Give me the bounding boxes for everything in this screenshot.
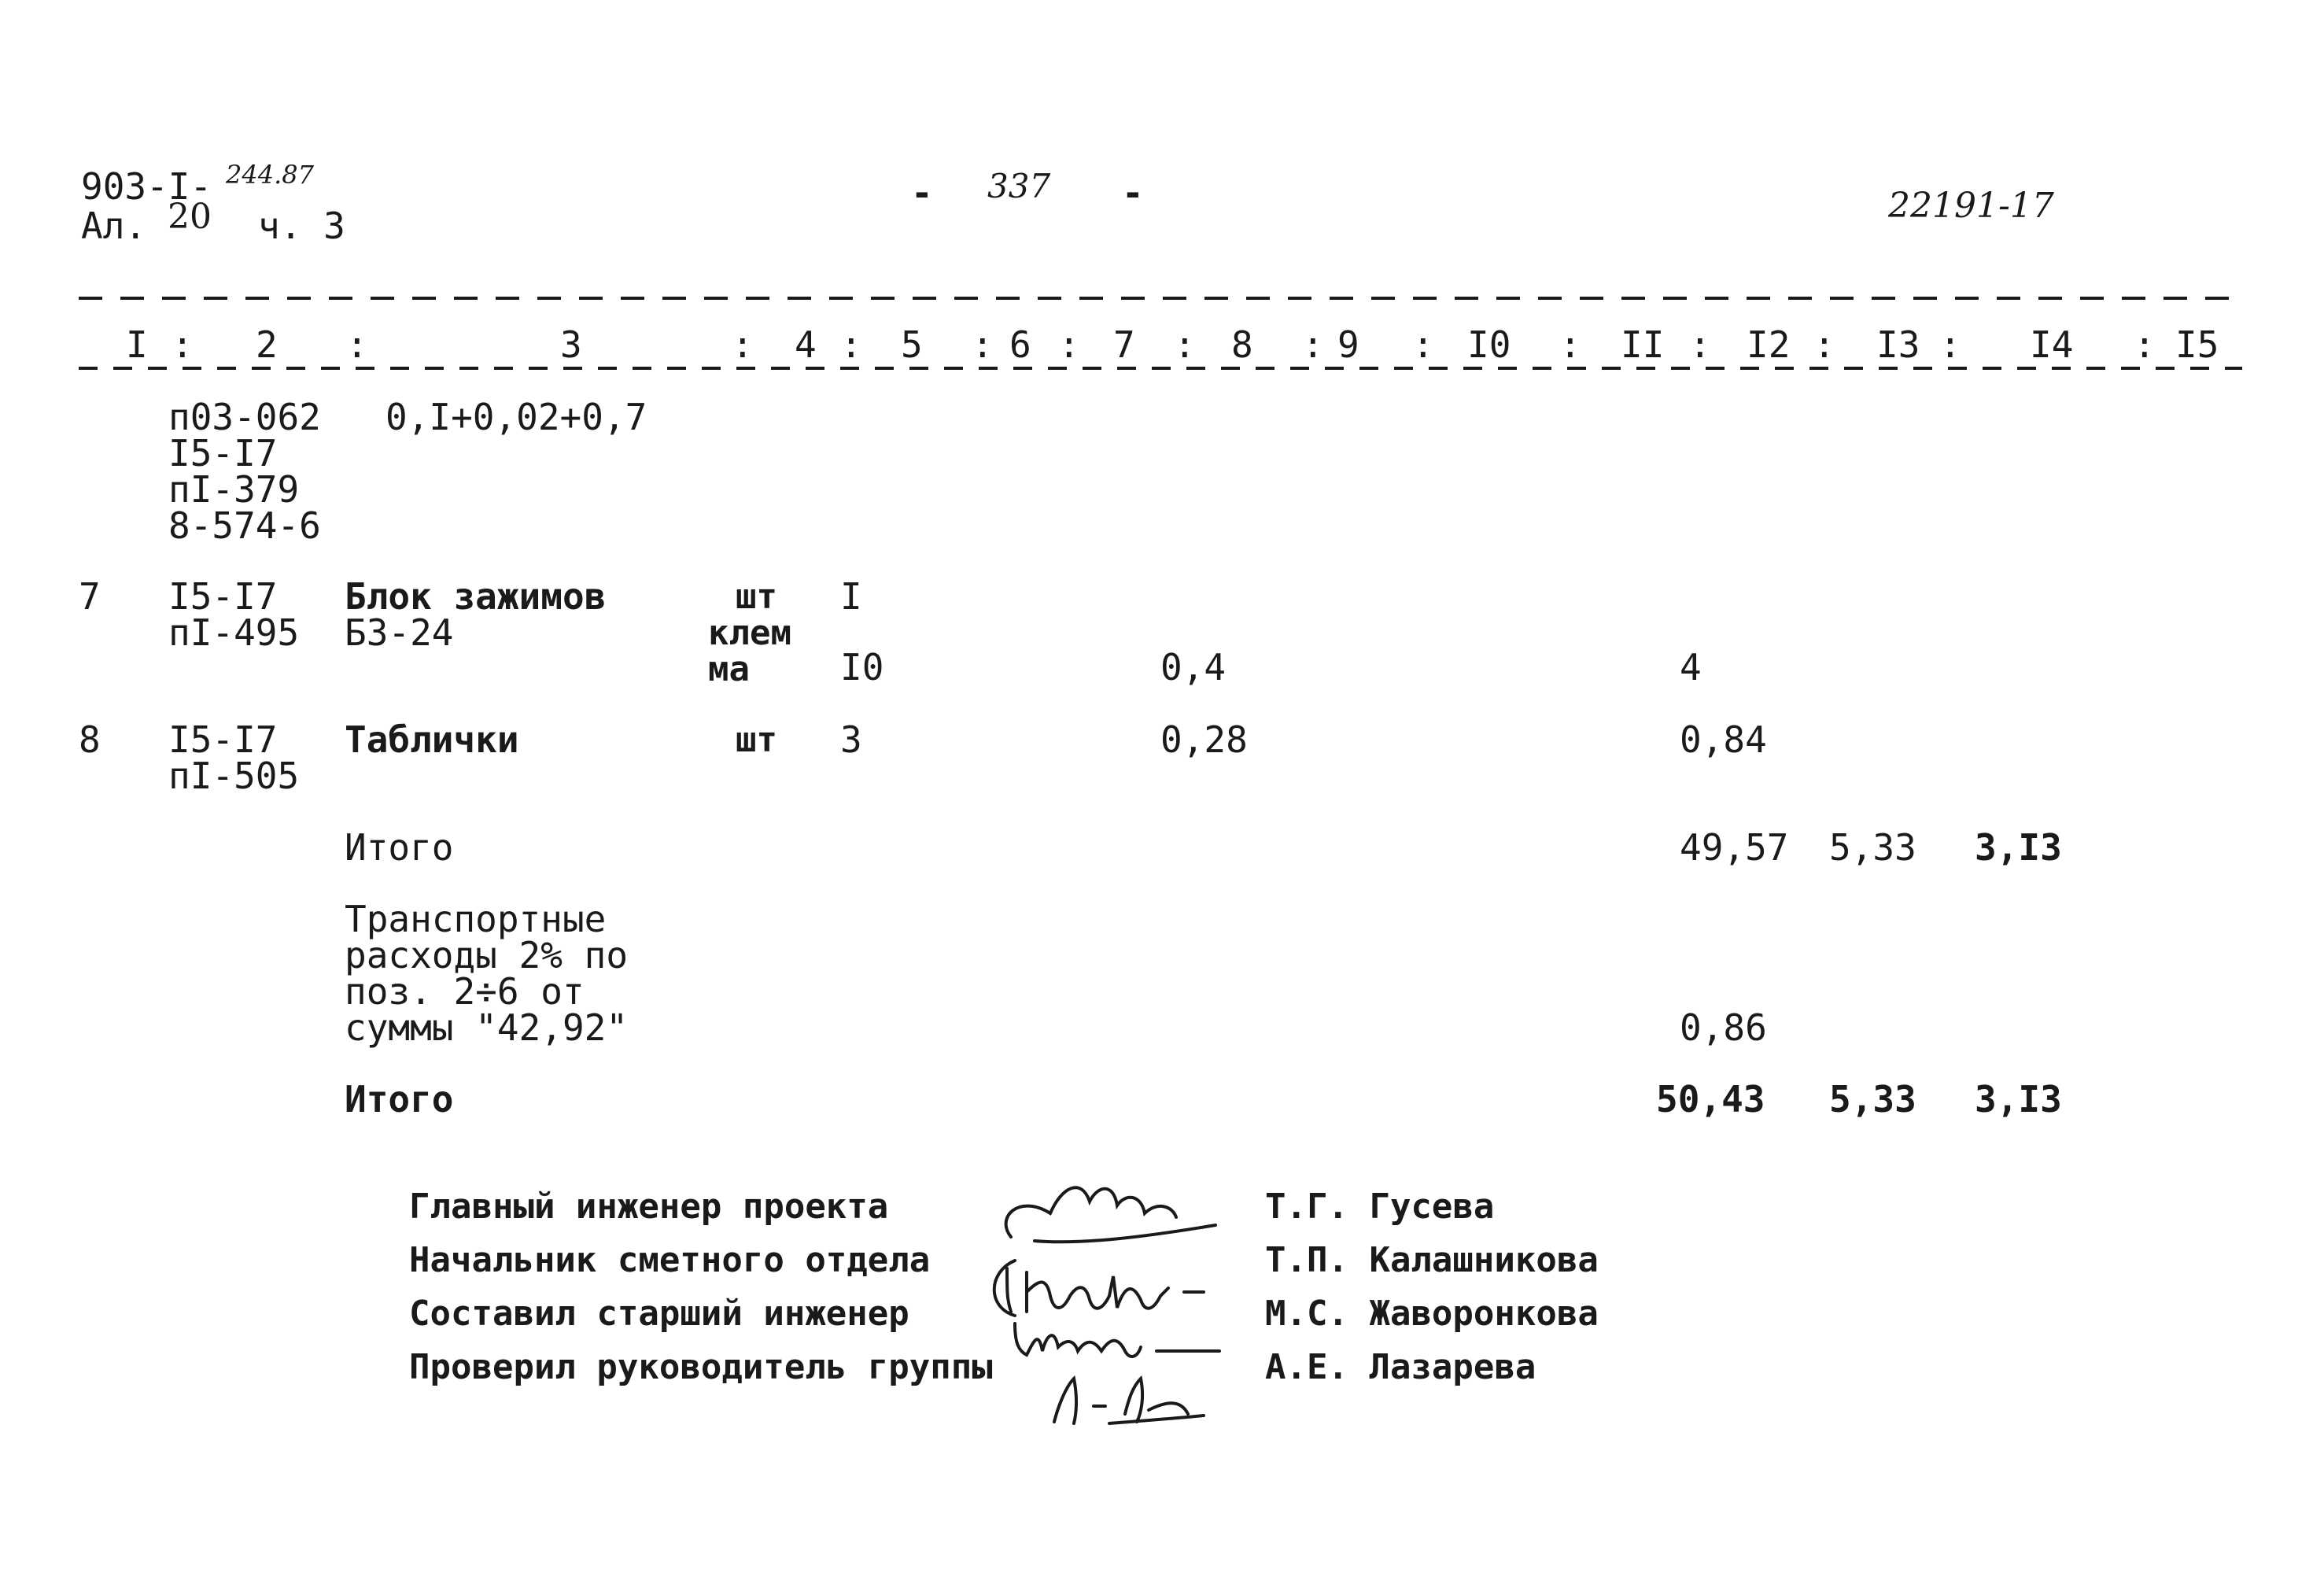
- subtotal-col-13: 3,I3: [1975, 1078, 2062, 1120]
- row-number: 7: [79, 575, 101, 618]
- col-header-9: 9: [1337, 323, 1359, 366]
- col-header-13: I3: [1876, 323, 1920, 366]
- album-number: 20: [168, 197, 212, 237]
- transport-text: поз. 2÷6 от: [345, 970, 585, 1013]
- col-header-5: 5: [901, 323, 923, 366]
- unit: клем: [708, 613, 791, 653]
- unit: ма: [708, 649, 750, 689]
- col-separator: :: [1689, 323, 1711, 366]
- col-separator: :: [1813, 323, 1835, 366]
- doc-code: 903-I-: [81, 165, 212, 208]
- item-name: БЗ-24: [345, 611, 454, 654]
- item-name: Таблички: [345, 718, 519, 761]
- signatory-name: Т.П. Калашникова: [1265, 1240, 1599, 1280]
- signatory-role: Начальник сметного отдела: [409, 1240, 931, 1280]
- signatory-role: Составил старший инженер: [409, 1294, 909, 1334]
- doc-code-handwritten: 244.87: [226, 160, 314, 190]
- col-separator: :: [840, 323, 862, 366]
- ref-line: пI-495: [168, 611, 300, 654]
- col-separator: :: [1939, 323, 1961, 366]
- handwritten-signature: [1031, 1342, 1219, 1455]
- subtotal-label: Итого: [345, 826, 454, 869]
- page-dash-right: -: [1122, 172, 1144, 214]
- col-separator: :: [1559, 323, 1581, 366]
- ref-line: пI-379: [168, 468, 300, 511]
- unit-price: 0,28: [1160, 718, 1248, 761]
- transport-text: суммы "42,92": [345, 1006, 629, 1049]
- col-separator: :: [1058, 323, 1080, 366]
- col-separator: :: [972, 323, 994, 366]
- col-header-12: I2: [1747, 323, 1791, 366]
- signatory-role: Проверил руководитель группы: [409, 1347, 993, 1387]
- total: 4: [1680, 646, 1702, 688]
- subtotal-col-12: 5,33: [1829, 1078, 1916, 1120]
- col-header-15: I5: [2175, 323, 2219, 366]
- total: 0,84: [1680, 718, 1767, 761]
- transport-text: Транспортные: [345, 898, 607, 940]
- inventory-number: 22191-17: [1888, 186, 2054, 226]
- album-label: Ал.: [81, 205, 147, 247]
- unit-price: 0,4: [1160, 646, 1227, 688]
- col-separator: :: [732, 323, 754, 366]
- page-number: 337: [987, 167, 1051, 205]
- col-header-6: 6: [1009, 323, 1031, 366]
- col-header-8: 8: [1231, 323, 1253, 366]
- ref-line: I5-I7: [168, 432, 278, 474]
- subtotal-col-11: 49,57: [1680, 826, 1789, 869]
- ref-line: I5-I7: [168, 575, 278, 618]
- quantity: I: [840, 575, 862, 618]
- col-separator: :: [2134, 323, 2156, 366]
- header-dash-line: [79, 297, 2242, 300]
- subtotal-col-11: 50,43: [1656, 1078, 1765, 1120]
- signatory-name: А.Е. Лазарева: [1265, 1347, 1536, 1387]
- col-header-10: I0: [1467, 323, 1511, 366]
- signatory-name: Т.Г. Гусева: [1265, 1187, 1495, 1227]
- part-label: ч. 3: [258, 205, 345, 247]
- column-header-underline: [79, 367, 2242, 370]
- col-separator: :: [346, 323, 368, 366]
- signatory-name: М.С. Жаворонкова: [1265, 1294, 1599, 1334]
- ref-line: пI-505: [168, 755, 300, 797]
- transport-col-11: 0,86: [1680, 1006, 1767, 1049]
- col-header-7: 7: [1113, 323, 1135, 366]
- subtotal-label: Итого: [345, 1078, 454, 1120]
- subtotal-col-13: 3,I3: [1975, 826, 2062, 869]
- transport-text: расходы 2% по: [345, 934, 629, 976]
- item-name: Блок зажимов: [345, 575, 607, 618]
- subtotal-col-12: 5,33: [1829, 826, 1916, 869]
- col-header-1: I: [126, 323, 148, 366]
- col-header-2: 2: [256, 323, 278, 366]
- col-header-14: I4: [2030, 323, 2074, 366]
- col-separator: :: [1412, 323, 1434, 366]
- col-header-11: II: [1621, 323, 1665, 366]
- col-header-3: 3: [560, 323, 582, 366]
- col-separator: :: [1302, 323, 1324, 366]
- formula: 0,I+0,02+0,7: [385, 396, 647, 438]
- page-dash-left: -: [911, 172, 933, 214]
- ref-line: 8-574-6: [168, 504, 321, 547]
- ref-line: п03-062: [168, 396, 321, 438]
- ref-line: I5-I7: [168, 718, 278, 761]
- signatory-role: Главный инженер проекта: [409, 1187, 889, 1227]
- quantity: 3: [840, 718, 862, 761]
- col-separator: :: [1174, 323, 1196, 366]
- unit: шт: [736, 577, 777, 617]
- col-separator: :: [172, 323, 194, 366]
- quantity: I0: [840, 646, 884, 688]
- unit: шт: [736, 720, 777, 760]
- col-header-4: 4: [795, 323, 817, 366]
- row-number: 8: [79, 718, 101, 761]
